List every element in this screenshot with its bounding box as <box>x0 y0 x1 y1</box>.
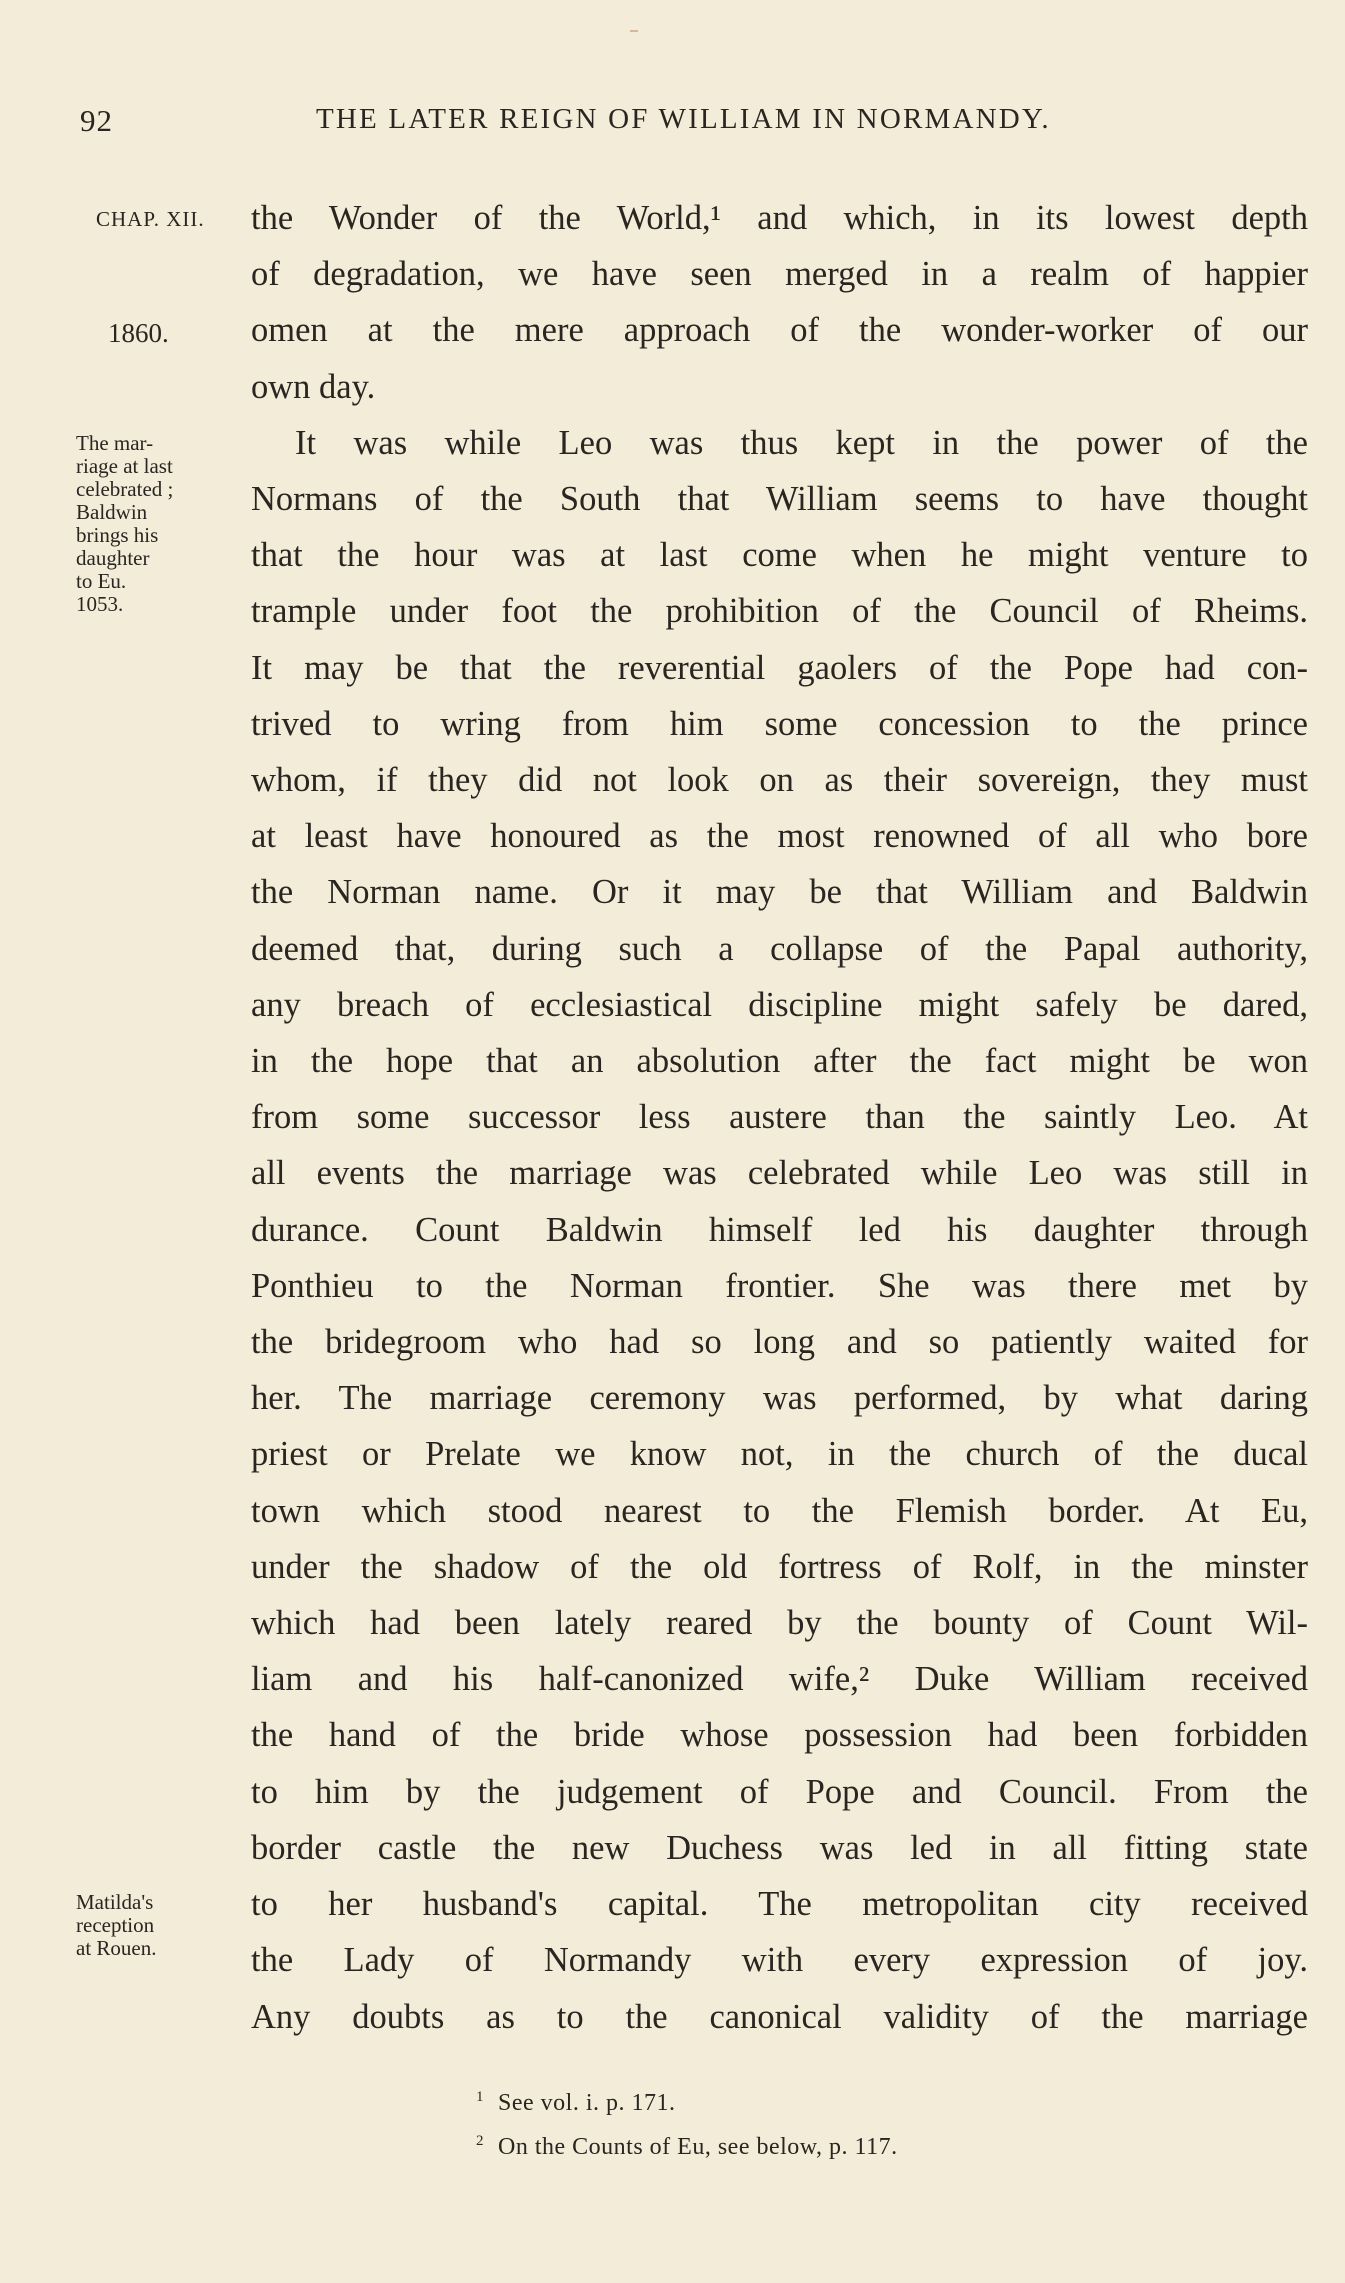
sidenote-line: Matilda's <box>76 1890 154 1914</box>
sidenote-line: The mar- <box>76 431 154 455</box>
text-line: deemed that, during such a collapse of the Papal authority, <box>251 929 1308 968</box>
sidenote-line: Baldwin <box>76 500 148 524</box>
text-line: Any doubts as to the canonical validity of the marriage <box>251 1997 1308 2036</box>
text-line: of degradation, we have seen merged in a realm of happier <box>251 255 1308 294</box>
text-line: under the shadow of the old fortress of Rolf, in the minster <box>251 1547 1308 1586</box>
body-text <box>251 190 1308 2045</box>
text-line: border castle the new Duchess was led in all fitting state <box>251 1828 1308 1867</box>
text-line: her. The marriage ceremony was performed, by what daring <box>251 1379 1308 1418</box>
footnote <box>476 2122 898 2166</box>
sidenote-line: riage at last <box>76 454 173 478</box>
text-line: from some successor less austere than the saintly Leo. At <box>251 1098 1308 1137</box>
margin-year: 1860. <box>108 318 169 348</box>
margin-notes <box>0 0 250 2283</box>
text-line: the bridegroom who had so long and so patiently waited for <box>251 1323 1308 1362</box>
text-line: to him by the judgement of Pope and Council. From the <box>251 1772 1308 1811</box>
text-line: the Lady of Normandy with every expression of joy. <box>251 1941 1308 1980</box>
footnote-text: On the Counts of Eu, see below, p. 117. <box>498 2134 898 2160</box>
sidenote-line: brings his <box>76 523 159 547</box>
running-title: THE LATER REIGN OF WILLIAM IN NORMANDY. <box>316 103 1051 135</box>
sidenote-line: daughter <box>76 546 150 570</box>
sidenote-line: at Rouen. <box>76 1936 157 1960</box>
text-line: at least have honoured as the most renowned of all who bore <box>251 817 1308 856</box>
text-line: Ponthieu to the Norman frontier. She was there met by <box>251 1266 1308 1305</box>
text-line: own day. <box>251 367 376 406</box>
text-line: the Norman name. Or it may be that William and Baldwin <box>251 873 1308 912</box>
text-line: that the hour was at last come when he might venture to <box>251 536 1308 575</box>
print-mark <box>630 30 638 32</box>
chapter-label: CHAP. XII. <box>96 207 205 231</box>
text-line: priest or Prelate we know not, in the church of the ducal <box>251 1435 1308 1474</box>
footnotes <box>476 2078 898 2166</box>
text-line: all events the marriage was celebrated while Leo was still in <box>251 1154 1308 1193</box>
sidenote-matilda <box>76 1891 156 1960</box>
text-line: Normans of the South that William seems to have thought <box>251 480 1308 519</box>
sidenote-line: 1053. <box>76 592 124 616</box>
text-line: the Wonder of the World,¹ and which, in its lowest depth <box>251 199 1308 237</box>
text-line: trample under foot the prohibition of the Council of Rheims. <box>251 592 1308 631</box>
sidenote-line: reception <box>76 1913 155 1937</box>
text-line: durance. Count Baldwin himself led his daughter through <box>251 1210 1308 1249</box>
text-line: in the hope that an absolution after the fact might be won <box>251 1042 1308 1081</box>
text-line: town which stood nearest to the Flemish border. At Eu, <box>251 1491 1308 1530</box>
text-line: which had been lately reared by the bounty of Count Wil- <box>251 1604 1308 1643</box>
text-line: It may be that the reverential gaolers of the Pope had con- <box>251 648 1308 687</box>
text-line: any breach of ecclesiastical discipline might safely be dared, <box>251 985 1308 1024</box>
text-line: omen at the mere approach of the wonder-worker of our <box>251 311 1308 350</box>
text-line: liam and his half-canonized wife,² Duke William received <box>251 1660 1308 1699</box>
sidenote-marriage <box>76 432 173 616</box>
text-line: the hand of the bride whose possession had been forbidden <box>251 1716 1308 1755</box>
sidenote-line: to Eu. <box>76 569 127 593</box>
text-line: It was while Leo was thus kept in the power of the <box>295 423 1308 462</box>
text-line: whom, if they did not look on as their sovereign, they must <box>251 761 1308 800</box>
page-number: 92 <box>80 103 113 138</box>
footnote-mark: 2 <box>476 2133 484 2149</box>
text-line: to her husband's capital. The metropolitan city received <box>251 1885 1308 1924</box>
footnote-mark: 1 <box>476 2089 484 2105</box>
text-line: trived to wring from him some concession to the prince <box>251 704 1308 743</box>
footnote-text: See vol. i. p. 171. <box>498 2090 676 2116</box>
footnote <box>476 2078 898 2122</box>
sidenote-line: celebrated ; <box>76 477 174 501</box>
